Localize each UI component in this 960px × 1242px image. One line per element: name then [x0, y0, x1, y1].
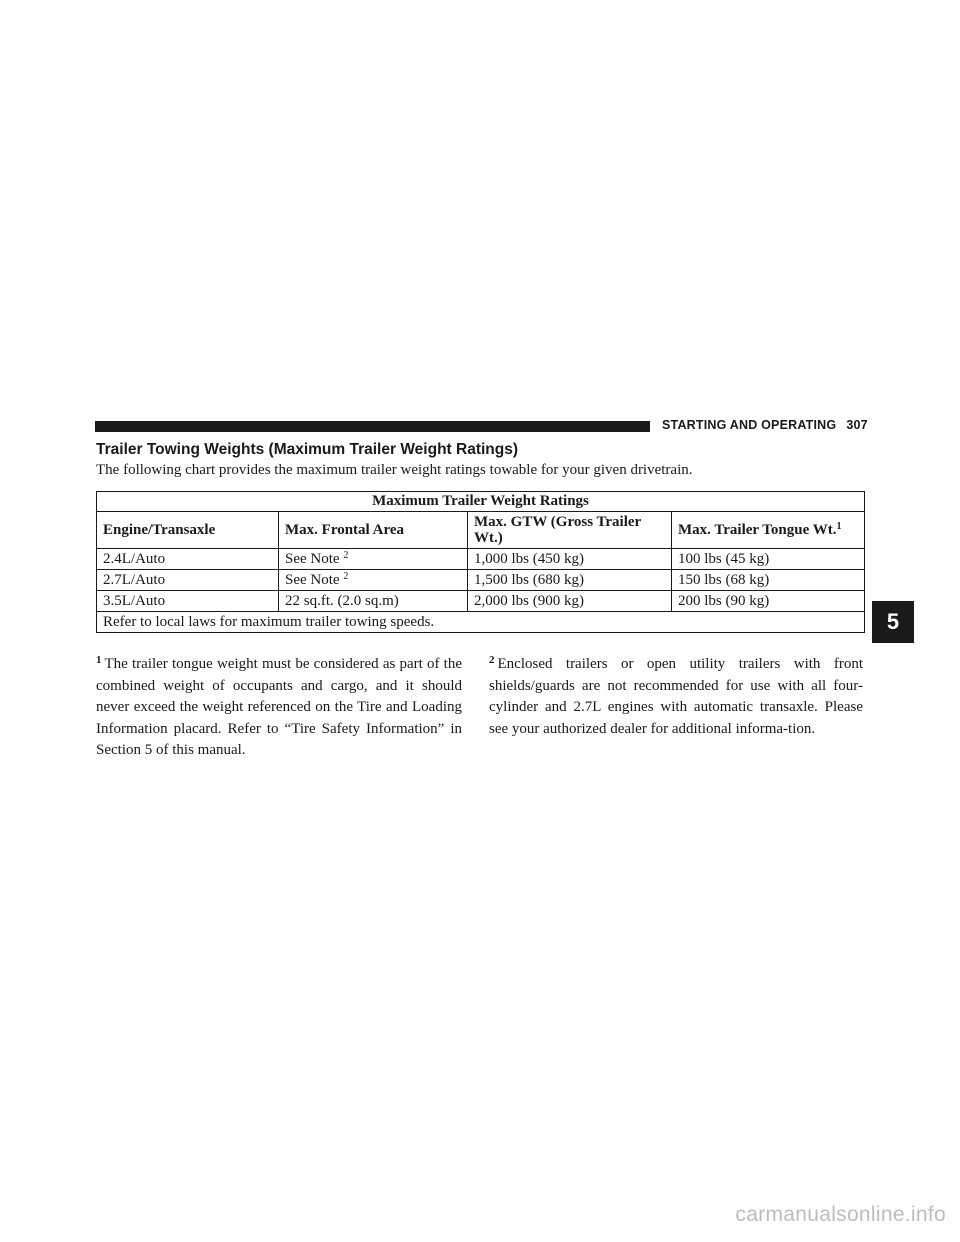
- cell-engine: 2.4L/Auto: [97, 549, 279, 570]
- table-row: [97, 549, 865, 570]
- cell-tongue-weight: 200 lbs (90 kg): [672, 591, 865, 612]
- header-rule: [95, 421, 650, 432]
- footnote-2: [489, 654, 863, 740]
- cell-frontal-area-text: See Note: [285, 571, 340, 588]
- table-caption: Maximum Trailer Weight Ratings: [97, 492, 865, 512]
- footnote-ref-2: 2: [343, 570, 349, 582]
- intro-paragraph: The following chart provides the maximum trailer weight ratings towable for your given drivetrain.: [96, 462, 693, 478]
- section-tab-marker: 5: [872, 601, 914, 643]
- cell-gtw: 1,000 lbs (450 kg): [468, 549, 672, 570]
- footnote-1: [96, 654, 462, 762]
- cell-frontal-area: [279, 549, 468, 570]
- page-number: 307: [846, 418, 868, 432]
- cell-frontal-area: 22 sq.ft. (2.0 sq.m): [279, 591, 468, 612]
- cell-frontal-area-text: See Note: [285, 550, 340, 567]
- footnote-ref-2: 2: [343, 549, 349, 561]
- running-head: [662, 418, 868, 432]
- column-header-gtw: Max. GTW (Gross Trailer Wt.): [468, 512, 672, 549]
- table-note: Refer to local laws for maximum trailer towing speeds.: [97, 612, 865, 633]
- trailer-weight-table: [96, 491, 865, 633]
- column-header-tongue-weight-label: Max. Trailer Tongue Wt.: [678, 522, 837, 538]
- section-title: Trailer Towing Weights (Maximum Trailer Weight Ratings): [96, 441, 519, 458]
- cell-gtw: 2,000 lbs (900 kg): [468, 591, 672, 612]
- footnote-ref-1: 1: [836, 521, 842, 532]
- cell-tongue-weight: 150 lbs (68 kg): [672, 570, 865, 591]
- footnote-2-text: Enclosed trailers or open utility trailers with front shields/guards are not recommended for use with all four-cylinder and 2.7L engines with automatic transaxle. Please see your authorized dealer for additional informa-tion.: [489, 656, 863, 737]
- table-row: [97, 570, 865, 591]
- cell-gtw: 1,500 lbs (680 kg): [468, 570, 672, 591]
- table-row: [97, 591, 865, 612]
- cell-engine: 3.5L/Auto: [97, 591, 279, 612]
- table-header-row: [97, 512, 865, 549]
- running-head-section: STARTING AND OPERATING: [662, 418, 837, 432]
- column-header-frontal-area: Max. Frontal Area: [279, 512, 468, 549]
- footnote-1-number: 1: [96, 654, 102, 666]
- cell-tongue-weight: 100 lbs (45 kg): [672, 549, 865, 570]
- column-header-engine: Engine/Transaxle: [97, 512, 279, 549]
- cell-engine: 2.7L/Auto: [97, 570, 279, 591]
- watermark: carmanualsonline.info: [735, 1203, 946, 1226]
- footnote-1-text: The trailer tongue weight must be considered as part of the combined weight of occupants and cargo, and it should never exceed the weight referenced on the Tire and Loading Information placard. Refer to “Tire Safety Information” in Section 5 of this manual.: [96, 656, 462, 758]
- column-header-tongue-weight: [672, 512, 865, 549]
- cell-frontal-area: [279, 570, 468, 591]
- footnote-2-number: 2: [489, 654, 495, 666]
